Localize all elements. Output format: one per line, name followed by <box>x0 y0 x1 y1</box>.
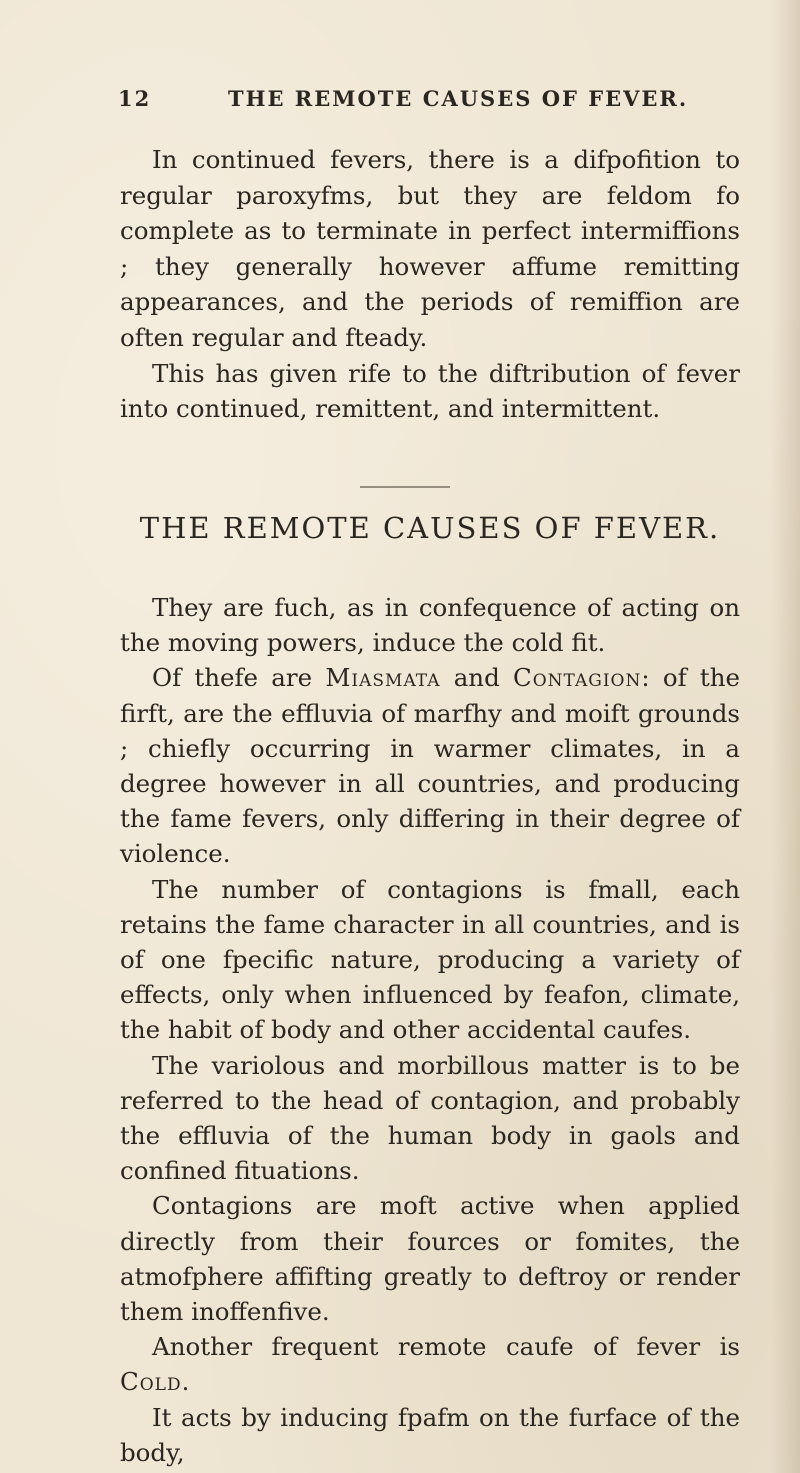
section-heading: THE REMOTE CAUSES OF FEVER. <box>139 511 721 545</box>
term-cold: Cold <box>120 1367 182 1397</box>
intro-paragraph: In continued fevers, there is a difpofition to regular paroxyfms, but they are feldom fo complete as to terminate in perfect intermiffions ; they generally however affume remitting appearances, and the periods of remiffion are often regular and fteady. <box>120 145 740 352</box>
paragraph: The number of contagions is fmall, each retains the fame character in all countries, and is of one fpecific nature, producing a variety of effects, only when influenced by feafon, climate, the habit of body and other accidental caufes. <box>120 874 740 1045</box>
section-divider <box>360 486 450 488</box>
running-head-title: THE REMOTE CAUSES OF FEVER. <box>228 86 689 111</box>
paragraph: It acts by inducing fpafm on the furface of the body, <box>120 1402 740 1467</box>
page-number: 12 <box>118 86 152 111</box>
page-edge-shadow <box>770 0 800 1473</box>
paragraph: They are fuch, as in confequence of acting on the moving powers, induce the cold fit. <box>120 593 740 658</box>
paragraph: Contagions are moft active when applied directly from their fources or fomites, the atmofphere affifting greatly to deftroy or render them inoffenfive. <box>120 1191 740 1327</box>
text-run: : of the firft, are the effluvia of marfhy and moift grounds ; chiefly occurring in warmer climates, in a degree however in all countries, and producing the fame fevers, only differing in their degree of violence. <box>120 663 740 869</box>
text-run: Of thefe are <box>152 663 326 693</box>
text-run: Another frequent remote caufe of fever is <box>152 1332 740 1362</box>
term-contagion: Contagion <box>513 663 642 693</box>
term-miasmata: Miasmata <box>325 663 441 693</box>
paragraph <box>120 1329 740 1399</box>
paragraph <box>120 660 740 871</box>
intro-text <box>120 142 740 427</box>
section-text <box>120 590 740 1470</box>
text-run: and <box>440 663 513 693</box>
text-run: . <box>181 1367 190 1397</box>
intro-paragraph: This has given rife to the diftribution of fever into continued, remittent, and intermittent. <box>120 358 740 424</box>
running-head <box>118 86 689 116</box>
paragraph: The variolous and morbillous matter is to be referred to the head of contagion, and probably the effluvia of the human body in gaols and confined fituations. <box>120 1050 740 1186</box>
